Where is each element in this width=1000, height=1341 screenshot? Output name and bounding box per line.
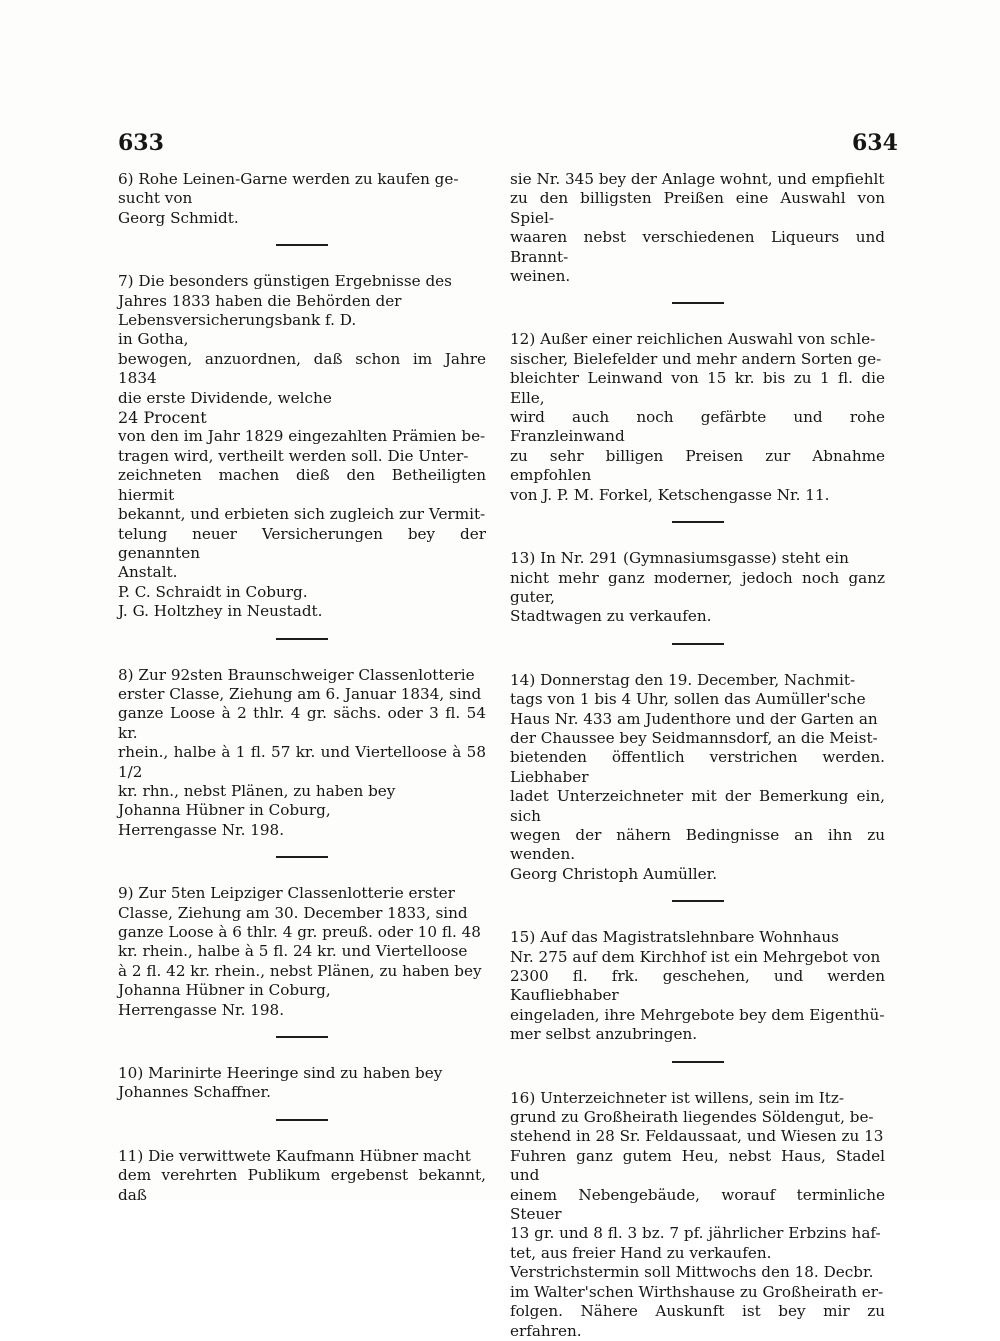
- text-line: 7) Die besonders günstigen Ergebnisse des: [118, 272, 452, 291]
- text-line: 13) In Nr. 291 (Gymnasiumsgasse) steht ein: [510, 549, 849, 568]
- text-line: 13 gr. und 8 fl. 3 bz. 7 pf. jährlicher Erbzins haf-: [510, 1224, 881, 1243]
- text-line: eingeladen, ihre Mehrgebote bey dem Eigenthü-: [510, 1005, 885, 1024]
- text-line: Johannes Schaffner.: [118, 1083, 271, 1102]
- text-line: 8) Zur 92sten Braunschweiger Classenlotterie: [118, 665, 475, 684]
- text-line: sie Nr. 345 bey der Anlage wohnt, und empfiehlt: [510, 170, 885, 188]
- signature-line: Georg Schmidt.: [118, 208, 239, 227]
- text-line: 6) Rohe Leinen-Garne werden zu kaufen ge-: [118, 170, 459, 188]
- text-line: bleichter Leinwand von 15 kr. bis zu 1 fl. die Elle,: [510, 369, 885, 407]
- text-line: Jahres 1833 haben die Behörden der: [118, 291, 402, 310]
- text-line: Fuhren ganz gutem Heu, nebst Haus, Stadel und: [510, 1146, 885, 1185]
- text-line: zu den billigsten Preißen eine Auswahl von Spiel-: [510, 189, 885, 227]
- text-line: kr. rhn., nebst Plänen, zu haben bey: [118, 781, 396, 800]
- text-line: stehend in 28 Sr. Feldaussaat, und Wiesen zu 13: [510, 1127, 884, 1146]
- text-line: bekannt, und erbieten sich zugleich zur Vermit-: [118, 505, 486, 524]
- text-line: folgen. Nähere Auskunft ist bey mir zu erfahren.: [510, 1302, 885, 1340]
- text-line: 9) Zur 5ten Leipziger Classenlotterie erster: [118, 884, 455, 903]
- text-line: 11) Die verwittwete Kaufmann Hübner macht: [118, 1146, 471, 1165]
- page-number-left: 633: [118, 130, 164, 156]
- text-line-centered: in Gotha,: [118, 330, 189, 349]
- text-line: von den im Jahr 1829 eingezahlten Prämien be-: [118, 427, 486, 446]
- text-line: zeichneten machen dieß den Betheiligten hiermit: [118, 466, 486, 504]
- text-line: mer selbst anzubringen.: [510, 1025, 698, 1044]
- advertisement-entry: [118, 272, 486, 621]
- advertisement-entry: [118, 1147, 486, 1205]
- advertisement-entry: [510, 1089, 885, 1341]
- text-line: tags von 1 bis 4 Uhr, sollen das Aumüller'sche: [510, 690, 866, 709]
- text-line: nicht mehr ganz moderner, jedoch noch ganz guter,: [510, 568, 885, 606]
- text-line: wird auch noch gefärbte und rohe Franzleinwand: [510, 408, 885, 446]
- left-column: [118, 170, 486, 1205]
- signature-line: Johanna Hübner in Coburg,: [118, 981, 331, 1000]
- advertisement-entry: [510, 928, 885, 1044]
- text-line: 15) Auf das Magistratslehnbare Wohnhaus: [510, 928, 839, 947]
- text-line: telung neuer Versicherungen bey der genannten: [118, 524, 486, 562]
- separator-rule: [276, 1036, 328, 1038]
- separator-rule: [276, 638, 328, 640]
- page-number-right: 634: [852, 130, 898, 156]
- text-line: waaren nebst verschiedenen Liqueurs und Brannt-: [510, 228, 885, 266]
- text-line: grund zu Großheirath liegendes Söldengut, be-: [510, 1108, 874, 1127]
- signature-line: Herrengasse Nr. 198.: [118, 820, 285, 839]
- text-line: die erste Dividende, welche: [118, 388, 332, 407]
- right-column: [510, 170, 885, 1341]
- text-line: der Chaussee bey Seidmannsdorf, an die Meist-: [510, 728, 878, 747]
- separator-rule: [672, 900, 724, 902]
- advertisement-entry: [510, 671, 885, 884]
- text-line: bietenden öffentlich verstrichen werden. Liebhaber: [510, 748, 885, 786]
- text-line: tragen wird, vertheilt werden soll. Die Unter-: [118, 446, 469, 465]
- text-line: rhein., halbe à 1 fl. 57 kr. und Viertelloose à 58 1/2: [118, 743, 486, 781]
- signature-line: Johanna Hübner in Coburg,: [118, 801, 331, 820]
- text-line: im Walter'schen Wirthshause zu Großheirath er-: [510, 1282, 884, 1301]
- text-line: sucht von: [118, 189, 193, 208]
- advertisement-entry: [510, 170, 885, 286]
- text-line: wegen der nähern Bedingnisse an ihn zu wenden.: [510, 825, 885, 864]
- signature-line: J. G. Holtzhey in Neustadt.: [118, 602, 323, 621]
- signature-line: Herrengasse Nr. 198.: [118, 1000, 285, 1019]
- text-line: Haus Nr. 433 am Judenthore und der Garten an: [510, 709, 878, 728]
- text-line: ganze Loose à 6 thlr. 4 gr. preuß. oder 10 fl. 48: [118, 923, 481, 941]
- separator-rule: [672, 302, 724, 304]
- text-line-centered: 24 Procent: [118, 408, 207, 428]
- text-line: 14) Donnerstag den 19. December, Nachmit-: [510, 670, 856, 689]
- text-line: weinen.: [510, 267, 571, 286]
- signature-line: Georg Christoph Aumüller.: [510, 864, 718, 883]
- separator-rule: [672, 521, 724, 523]
- text-line-centered: Lebensversicherungsbank f. D.: [118, 311, 357, 330]
- text-line: von J. P. M. Forkel, Ketschengasse Nr. 11.: [510, 485, 830, 504]
- text-line: 2300 fl. frk. geschehen, und werden Kaufliebhaber: [510, 967, 885, 1005]
- text-line: Anstalt.: [118, 563, 178, 582]
- text-line: Stadtwagen zu verkaufen.: [510, 607, 712, 626]
- advertisement-entry: [510, 330, 885, 505]
- text-line: sischer, Bielefelder und mehr andern Sorten ge-: [510, 349, 882, 368]
- separator-rule: [672, 1061, 724, 1063]
- text-line: 10) Marinirte Heeringe sind zu haben bey: [118, 1064, 443, 1083]
- separator-rule: [672, 643, 724, 645]
- advertisement-entry: [118, 666, 486, 841]
- separator-rule: [276, 856, 328, 858]
- advertisement-entry: [118, 170, 486, 228]
- text-line: Nr. 275 auf dem Kirchhof ist ein Mehrgebot von: [510, 947, 881, 966]
- text-line: einem Nebengebäude, worauf terminliche Steuer: [510, 1185, 885, 1224]
- advertisement-entry: [118, 884, 486, 1020]
- text-line: bewogen, anzuordnen, daß schon im Jahre 1834: [118, 349, 486, 388]
- separator-rule: [276, 1119, 328, 1121]
- text-line: tet, aus freier Hand zu verkaufen.: [510, 1243, 772, 1262]
- advertisement-entry: [510, 549, 885, 627]
- text-line: 16) Unterzeichneter ist willens, sein im Itz-: [510, 1088, 845, 1107]
- text-line: ladet Unterzeichneter mit der Bemerkung ein, sich: [510, 787, 885, 825]
- text-line: kr. rhein., halbe à 5 fl. 24 kr. und Viertelloose: [118, 942, 468, 961]
- text-line: Verstrichstermin soll Mittwochs den 18. Decbr.: [510, 1263, 874, 1282]
- text-line: zu sehr billigen Preisen zur Abnahme empfohlen: [510, 446, 885, 485]
- text-line: dem verehrten Publikum ergebenst bekannt, daß: [118, 1166, 486, 1204]
- text-line: erster Classe, Ziehung am 6. Januar 1834, sind: [118, 684, 482, 703]
- separator-rule: [276, 244, 328, 246]
- signature-line: P. C. Schraidt in Coburg.: [118, 582, 308, 601]
- text-line: ganze Loose à 2 thlr. 4 gr. sächs. oder 3 fl. 54 kr.: [118, 704, 486, 742]
- text-line: Classe, Ziehung am 30. December 1833, sind: [118, 903, 468, 922]
- text-line: 12) Außer einer reichlichen Auswahl von schle-: [510, 330, 876, 349]
- text-line: à 2 fl. 42 kr. rhein., nebst Plänen, zu haben bey: [118, 961, 482, 980]
- advertisement-entry: [118, 1064, 486, 1103]
